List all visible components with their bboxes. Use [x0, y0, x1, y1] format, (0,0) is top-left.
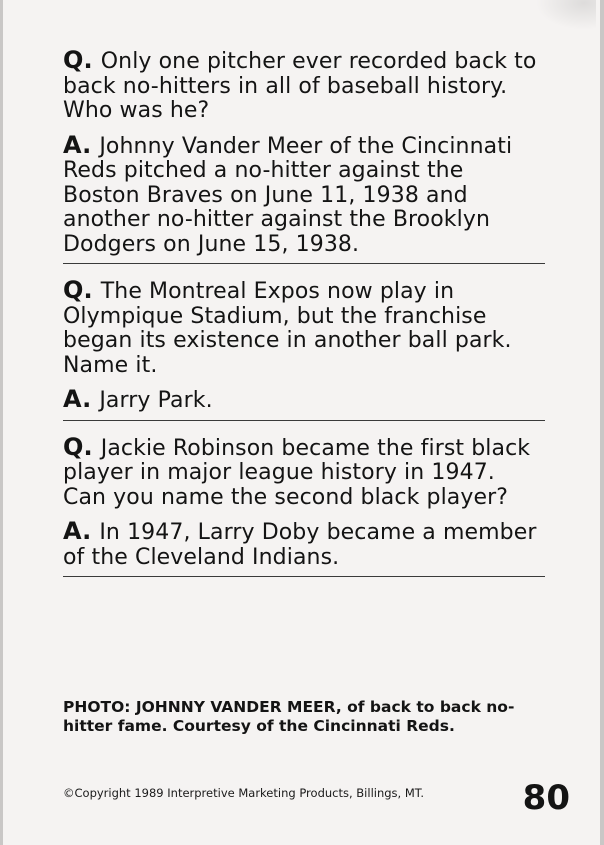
- answer-3: [63, 519, 545, 570]
- answer-text: Johnny Vander Meer of the Cincinnati Reds pitched a no-hitter against the Boston Braves on June 11, 1938 and another no-hitter against the Brooklyn Dodgers on June 15, 1938.: [63, 133, 513, 257]
- card-edge-stain: [536, 0, 596, 30]
- question-text: The Montreal Expos now play in Olympique Stadium, but the franchise began its existence in another ball park. Name it.: [63, 279, 512, 378]
- answer-marker: A.: [63, 517, 92, 545]
- answer-text: In 1947, Larry Doby became a member of the Cleveland Indians.: [63, 520, 537, 570]
- question-marker: Q.: [63, 46, 93, 74]
- question-marker: Q.: [63, 276, 93, 304]
- answer-2: [63, 387, 545, 414]
- question-text: Jackie Robinson became the first black player in major league history in 1947. Can you name the second black player?: [63, 435, 531, 510]
- qa-section: [63, 48, 545, 591]
- divider: [63, 263, 545, 264]
- card-number: 80: [522, 778, 570, 818]
- photo-caption: PHOTO: JOHNNY VANDER MEER, of back to back no-hitter fame. Courtesy of the Cincinnati Reds.: [63, 698, 515, 735]
- divider: [63, 576, 545, 577]
- answer-text: Jarry Park.: [99, 388, 213, 413]
- question-2: [63, 278, 545, 378]
- copyright-notice: ©Copyright 1989 Interpretive Marketing Products, Billings, MT.: [63, 786, 425, 800]
- qa-block-1: [63, 48, 545, 264]
- qa-block-2: [63, 278, 545, 421]
- question-marker: Q.: [63, 432, 93, 461]
- question-3: [63, 432, 545, 511]
- qa-block-3: [63, 432, 545, 578]
- answer-1: [63, 130, 545, 258]
- question-1: [63, 48, 545, 124]
- divider: [63, 420, 545, 421]
- question-text: Only one pitcher ever recorded back to back no-hitters in all of baseball history. Who was he?: [63, 49, 537, 123]
- answer-marker: A.: [63, 130, 92, 159]
- answer-marker: A.: [63, 385, 92, 413]
